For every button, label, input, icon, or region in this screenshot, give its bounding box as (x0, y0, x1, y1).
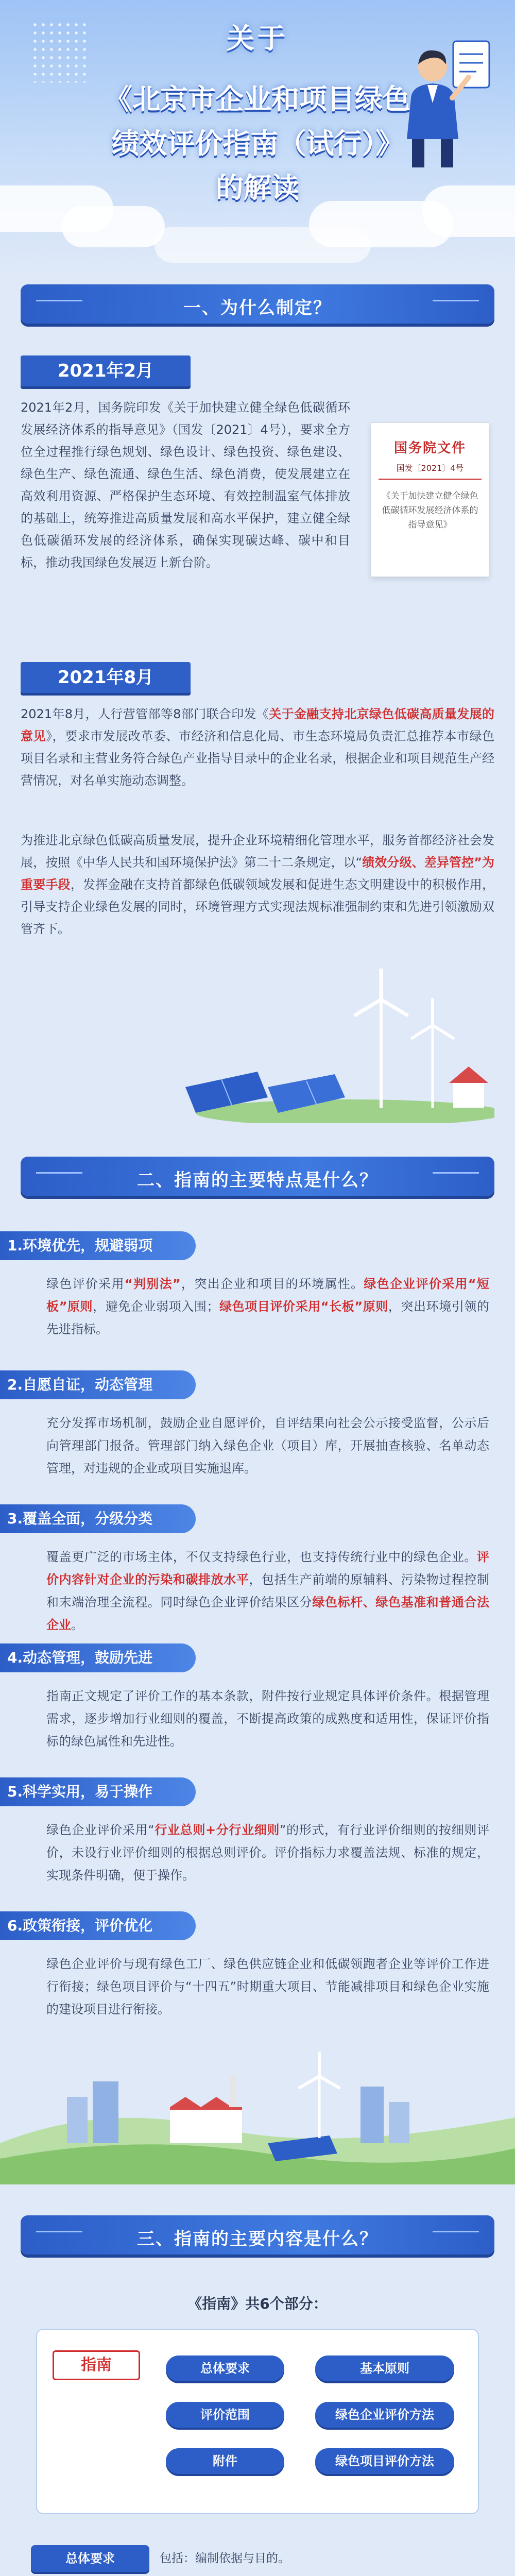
doc-card-org: 国务院文件 (393, 440, 466, 456)
date-bar-aug: 2021年8月 (21, 662, 191, 693)
solar-wind-illustration (165, 969, 494, 1123)
f5-text-b: ”的形式，有行业评价细则的按细则评价，未设行业评价细则的根据总则评价。评价指标力求覆盖法规、标准的规定，实现条件明确，便于操作。 (46, 1823, 490, 1883)
header-guanyu: 关于 (227, 22, 288, 55)
section1-heading-text: 一、为什么制定？ (183, 298, 332, 318)
f3-text-b: ，包括生产前端的原辅料、污染物过程控制和末端治理全流程。同时绿色企业评价结果区分 (46, 1572, 490, 1609)
section1-para2 (21, 703, 494, 792)
para2-text-b: 》，要求市发展改革委、市经济和信息化局、市生态环境局负责汇总推荐本市绿色项目名录和主营业务符合绿色产业指导目录中的企业名录，根据企业和项目规范生产经营情况，对名单实施动态调整。 (21, 729, 495, 788)
f5-text-a: 绿色企业评价采用“ (46, 1823, 154, 1837)
feature-6-title: 6.政策衔接，评价优化 (0, 1911, 196, 1940)
section3-heading-text: 三、指南的主要内容是什么？ (137, 2229, 378, 2249)
wind-turbine-icon (300, 2053, 339, 2138)
f1-text-d: ，突出环境引领的先进指标。 (46, 1299, 490, 1336)
row-label: 总体要求 (31, 2545, 149, 2572)
para2-highlight: 关于金融支持北京绿色低碳高质量发展的意见 (21, 707, 494, 743)
section3-heading (21, 2215, 494, 2255)
para2-text-a: 2021年8月，人行营管部等8部门联合印发《 (21, 707, 269, 721)
title-line-2: 绩效评价指南（试行）》 (111, 127, 404, 160)
guide-tag: 绿色企业评价方法 (315, 2402, 454, 2428)
guide-tag: 绿色项目评价方法 (315, 2448, 454, 2474)
guide-tag: 评价范围 (166, 2402, 284, 2428)
guide-tag: 总体要求 (166, 2355, 284, 2381)
doc-card-title: 《关于加快建立健全绿色低碳循环发展经济体系的指导意见》 (382, 491, 478, 530)
f3-highlight-1: 评价内容针对企业的污染和碳排放水平 (46, 1550, 489, 1587)
f1-text-b: ，突出企业和项目的环境属性。 (180, 1277, 364, 1291)
para3-highlight: 绩效分级、差异管控”为重要手段 (21, 855, 494, 892)
doc-card-1 (371, 422, 489, 577)
feature-2-title: 2.自愿自证，动态管理 (0, 1370, 196, 1399)
cloud-decoration (154, 227, 371, 263)
para3-text-b: ，发挥金融在支持首都绿色低碳领域发展和促进生态文明建设中的积极作用，引导支持企业绿色发展的同时，环境管理方式实现法规标准强制约束和先进引领激励双管齐下。 (21, 877, 495, 936)
section1-para1: 2021年2月，国务院印发《关于加快建立健全绿色低碳循环发展经济体系的指导意见》（国发〔2021〕4号），要求全方位全过程推行绿色规划、绿色设计、绿色投资、绿色建设、绿色生产、绿色流通、绿色生活、绿色消费，使发展建立在高效利用资源、严格保护生态环境、有效控制温室气体排放的基础上，统筹推进高质量发展和高水平保护，建立健全绿色低碳循环发展的经济体系，确保实现碳达峰、碳中和目标，推动我国绿色发展迈上新台阶。 (21, 400, 350, 570)
guide-tag: 基本原则 (315, 2355, 454, 2381)
title-line-1: 《北京市企业和项目绿色 (105, 83, 410, 115)
house-icon (449, 1066, 488, 1108)
wind-turbine-icon (355, 969, 407, 1108)
feature-6-text: 绿色企业评价与现有绿色工厂、绿色供应链企业和低碳领跑者企业等评价工作进行衔接；绿色项目评价与“十四五”时期重大项目、节能减排项目和绿色企业实施的建设项目进行衔接。 (46, 1957, 489, 2016)
guide-intro: 《指南》共6个部分： (187, 2295, 328, 2312)
feature-5-title: 5.科学实用，易于操作 (0, 1777, 196, 1806)
section2-heading (21, 1157, 494, 1196)
header-banner (0, 0, 515, 273)
cloud-decoration (62, 206, 165, 247)
f1-highlight-2: 绿色企业评价采用“短板”原则 (46, 1277, 490, 1314)
f1-highlight-1: “判别法” (124, 1277, 181, 1291)
feature-5-text (46, 1819, 489, 1887)
section1-heading (21, 284, 494, 324)
row-text: 包括：编制依据与目的。 (160, 2552, 290, 2565)
feature-4-text: 指南正文规定了评价工作的基本条款，附件按行业规定具体评价条件。根据管理需求，逐步增加行业细则的覆盖，不断提高政策的成熟度和适用性，保证评价指标的绿色属性和先进性。 (46, 1689, 489, 1749)
title-line-3: 的解读 (216, 172, 299, 204)
wind-turbine-icon (412, 999, 453, 1108)
factory-icon (170, 2076, 242, 2143)
section1-para3 (21, 829, 494, 940)
f3-text-c: 。 (71, 1618, 83, 1632)
guide-structure-box (36, 2329, 479, 2514)
section2-heading-text: 二、指南的主要特点是什么？ (137, 1170, 378, 1191)
f1-highlight-3: 绿色项目评价采用“长板”原则 (219, 1299, 388, 1314)
feature-1-title: 1.环境优先，规避弱项 (0, 1231, 196, 1260)
f1-text-c: ，避免企业弱项入围； (93, 1299, 219, 1314)
guide-tag: 附件 (166, 2448, 284, 2474)
f1-text-a: 绿色评价采用 (46, 1277, 125, 1291)
feature-4-title: 4.动态管理，鼓励先进 (0, 1643, 196, 1672)
feature-1-text (46, 1273, 489, 1341)
f3-highlight-2: 绿色标杆、绿色基准和普通合法企业 (46, 1595, 490, 1632)
para3-text-a: 为推进北京绿色低碳高质量发展，提升企业环境精细化管理水平，服务首都经济社会发展，按照《中华人民共和国环境保护法》第二十二条规定，以“ (21, 833, 494, 870)
date-bar-feb: 2021年2月 (21, 355, 191, 386)
f3-text-a: 覆盖更广泛的市场主体，不仅支持绿色行业，也支持传统行业中的绿色企业。 (46, 1550, 477, 1564)
f5-highlight-1: 行业总则+分行业细则 (154, 1823, 280, 1837)
city-landscape-illustration (0, 2040, 515, 2184)
feature-3-text (46, 1546, 489, 1636)
doc-card-num: 国发〔2021〕4号 (379, 462, 482, 480)
guide-center-tag: 指南 (53, 2350, 140, 2380)
feature-3-title: 3.覆盖全面，分级分类 (0, 1504, 196, 1533)
presenter-person-icon (391, 36, 494, 170)
feature-2-text: 充分发挥市场机制，鼓励企业自愿评价，自评结果向社会公示接受监督，公示后向管理部门报备。管理部门纳入绿色企业（项目）库，开展抽查核验、名单动态管理，对违规的企业或项目实施退库。 (46, 1416, 489, 1476)
